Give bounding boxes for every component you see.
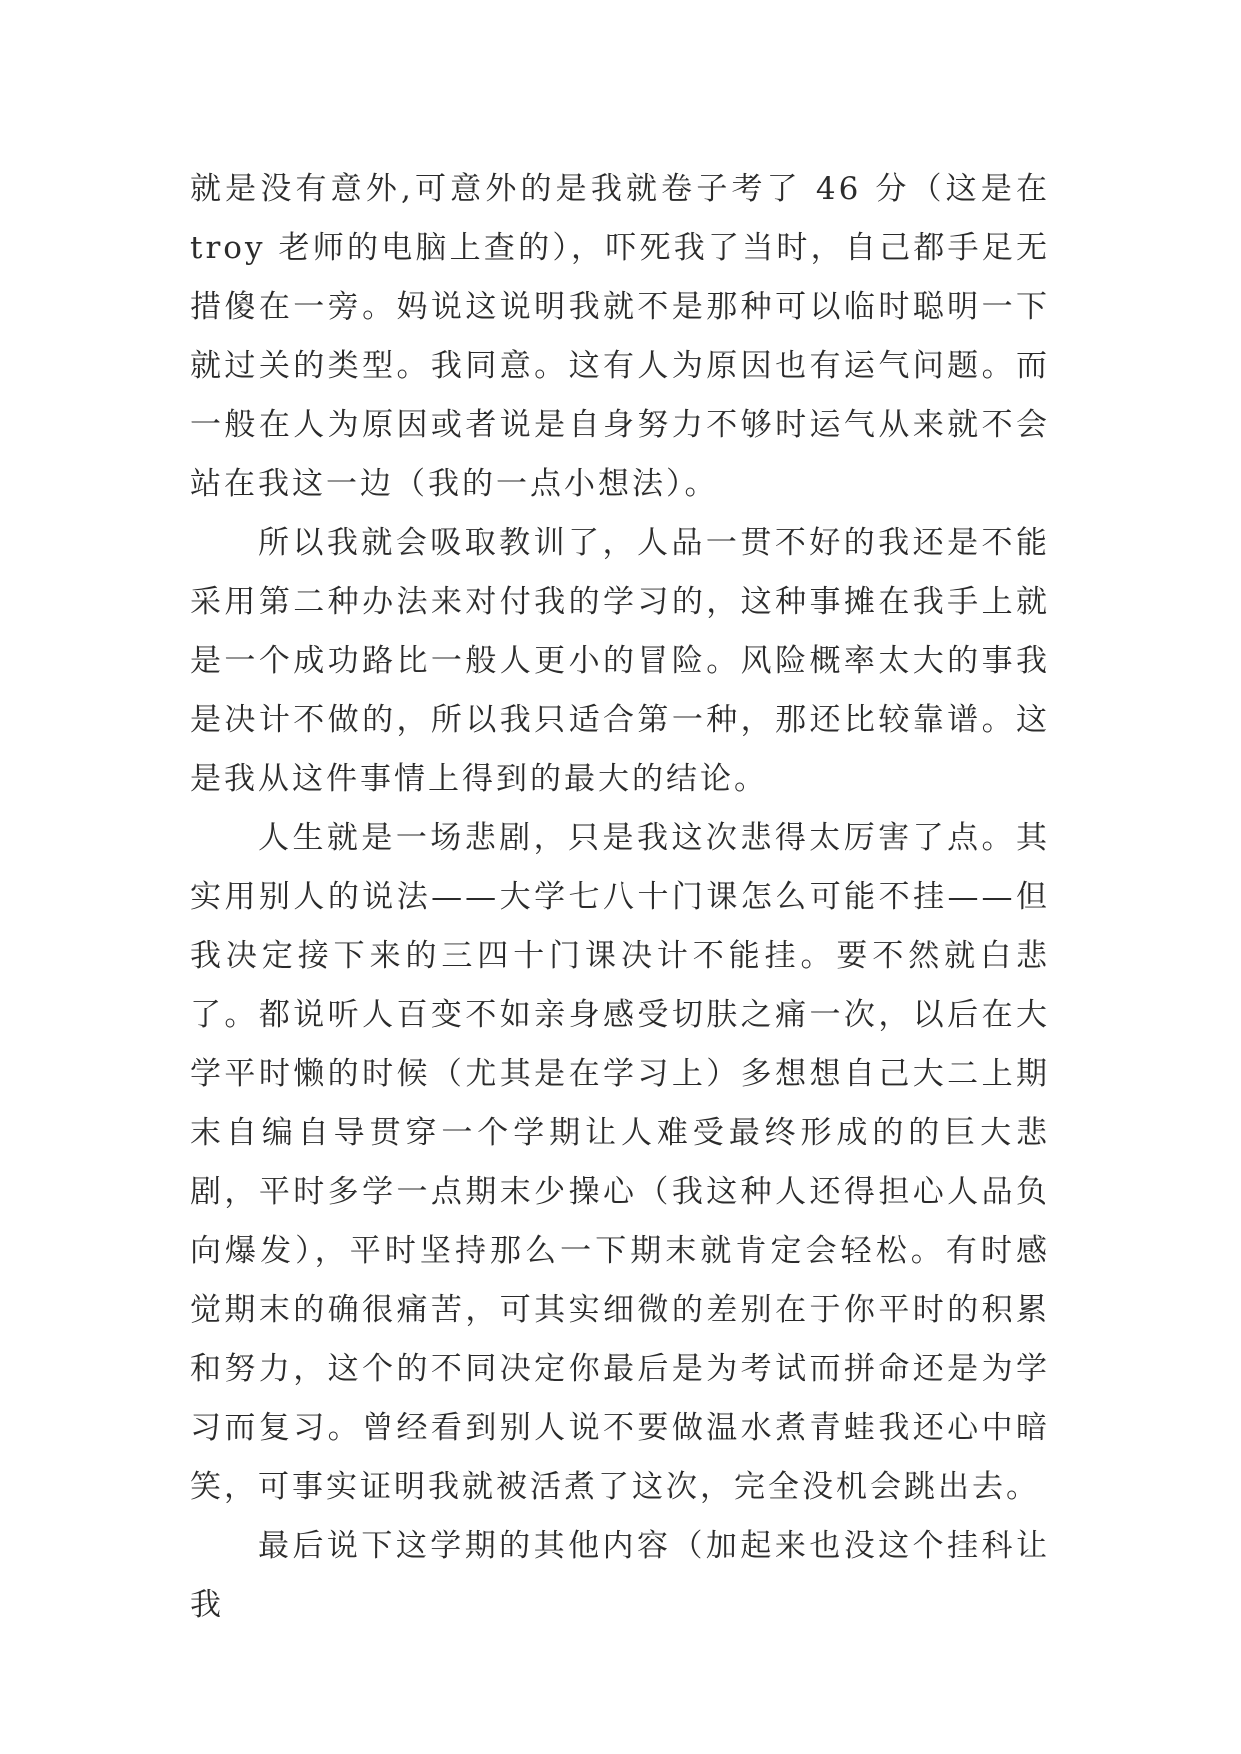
paragraph: 最后说下这学期的其他内容（加起来也没这个挂科让我 <box>190 1528 1050 1623</box>
paragraph: 所以我就会吸取教训了，人品一贯不好的我还是不能采用第二种办法来对付我的学习的，这种事摊在我手上就是一个成功路比一般人更小的冒险。风险概率太大的事我是决计不做的，所以我只适合第一种，那还比较靠谱。这是我从这件事情上得到的最大的结论。 <box>190 525 1050 797</box>
document-body <box>190 160 1050 1635</box>
paragraph: 就是没有意外,可意外的是我就卷子考了 46 分（这是在 troy 老师的电脑上查的），吓死我了当时，自己都手足无措傻在一旁。妈说这说明我就不是那种可以临时聪明一下就过关的类型。我同意。这有人为原因也有运气问题。而一般在人为原因或者说是自身努力不够时运气从来就不会站在我这一边（我的一点小想法）。 <box>190 171 1050 502</box>
paragraph: 人生就是一场悲剧，只是我这次悲得太厉害了点。其实用别人的说法——大学七八十门课怎么可能不挂——但我决定接下来的三四十门课决计不能挂。要不然就白悲了。都说听人百变不如亲身感受切肤之痛一次，以后在大学平时懒的时候（尤其是在学习上）多想想自己大二上期末自编自导贯穿一个学期让人难受最终形成的的巨大悲剧，平时多学一点期末少操心（我这种人还得担心人品负向爆发），平时坚持那么一下期末就肯定会轻松。有时感觉期末的确很痛苦，可其实细微的差别在于你平时的积累和努力，这个的不同决定你最后是为考试而拼命还是为学习而复习。曾经看到别人说不要做温水煮青蛙我还心中暗笑，可事实证明我就被活煮了这次，完全没机会跳出去。 <box>190 820 1050 1505</box>
